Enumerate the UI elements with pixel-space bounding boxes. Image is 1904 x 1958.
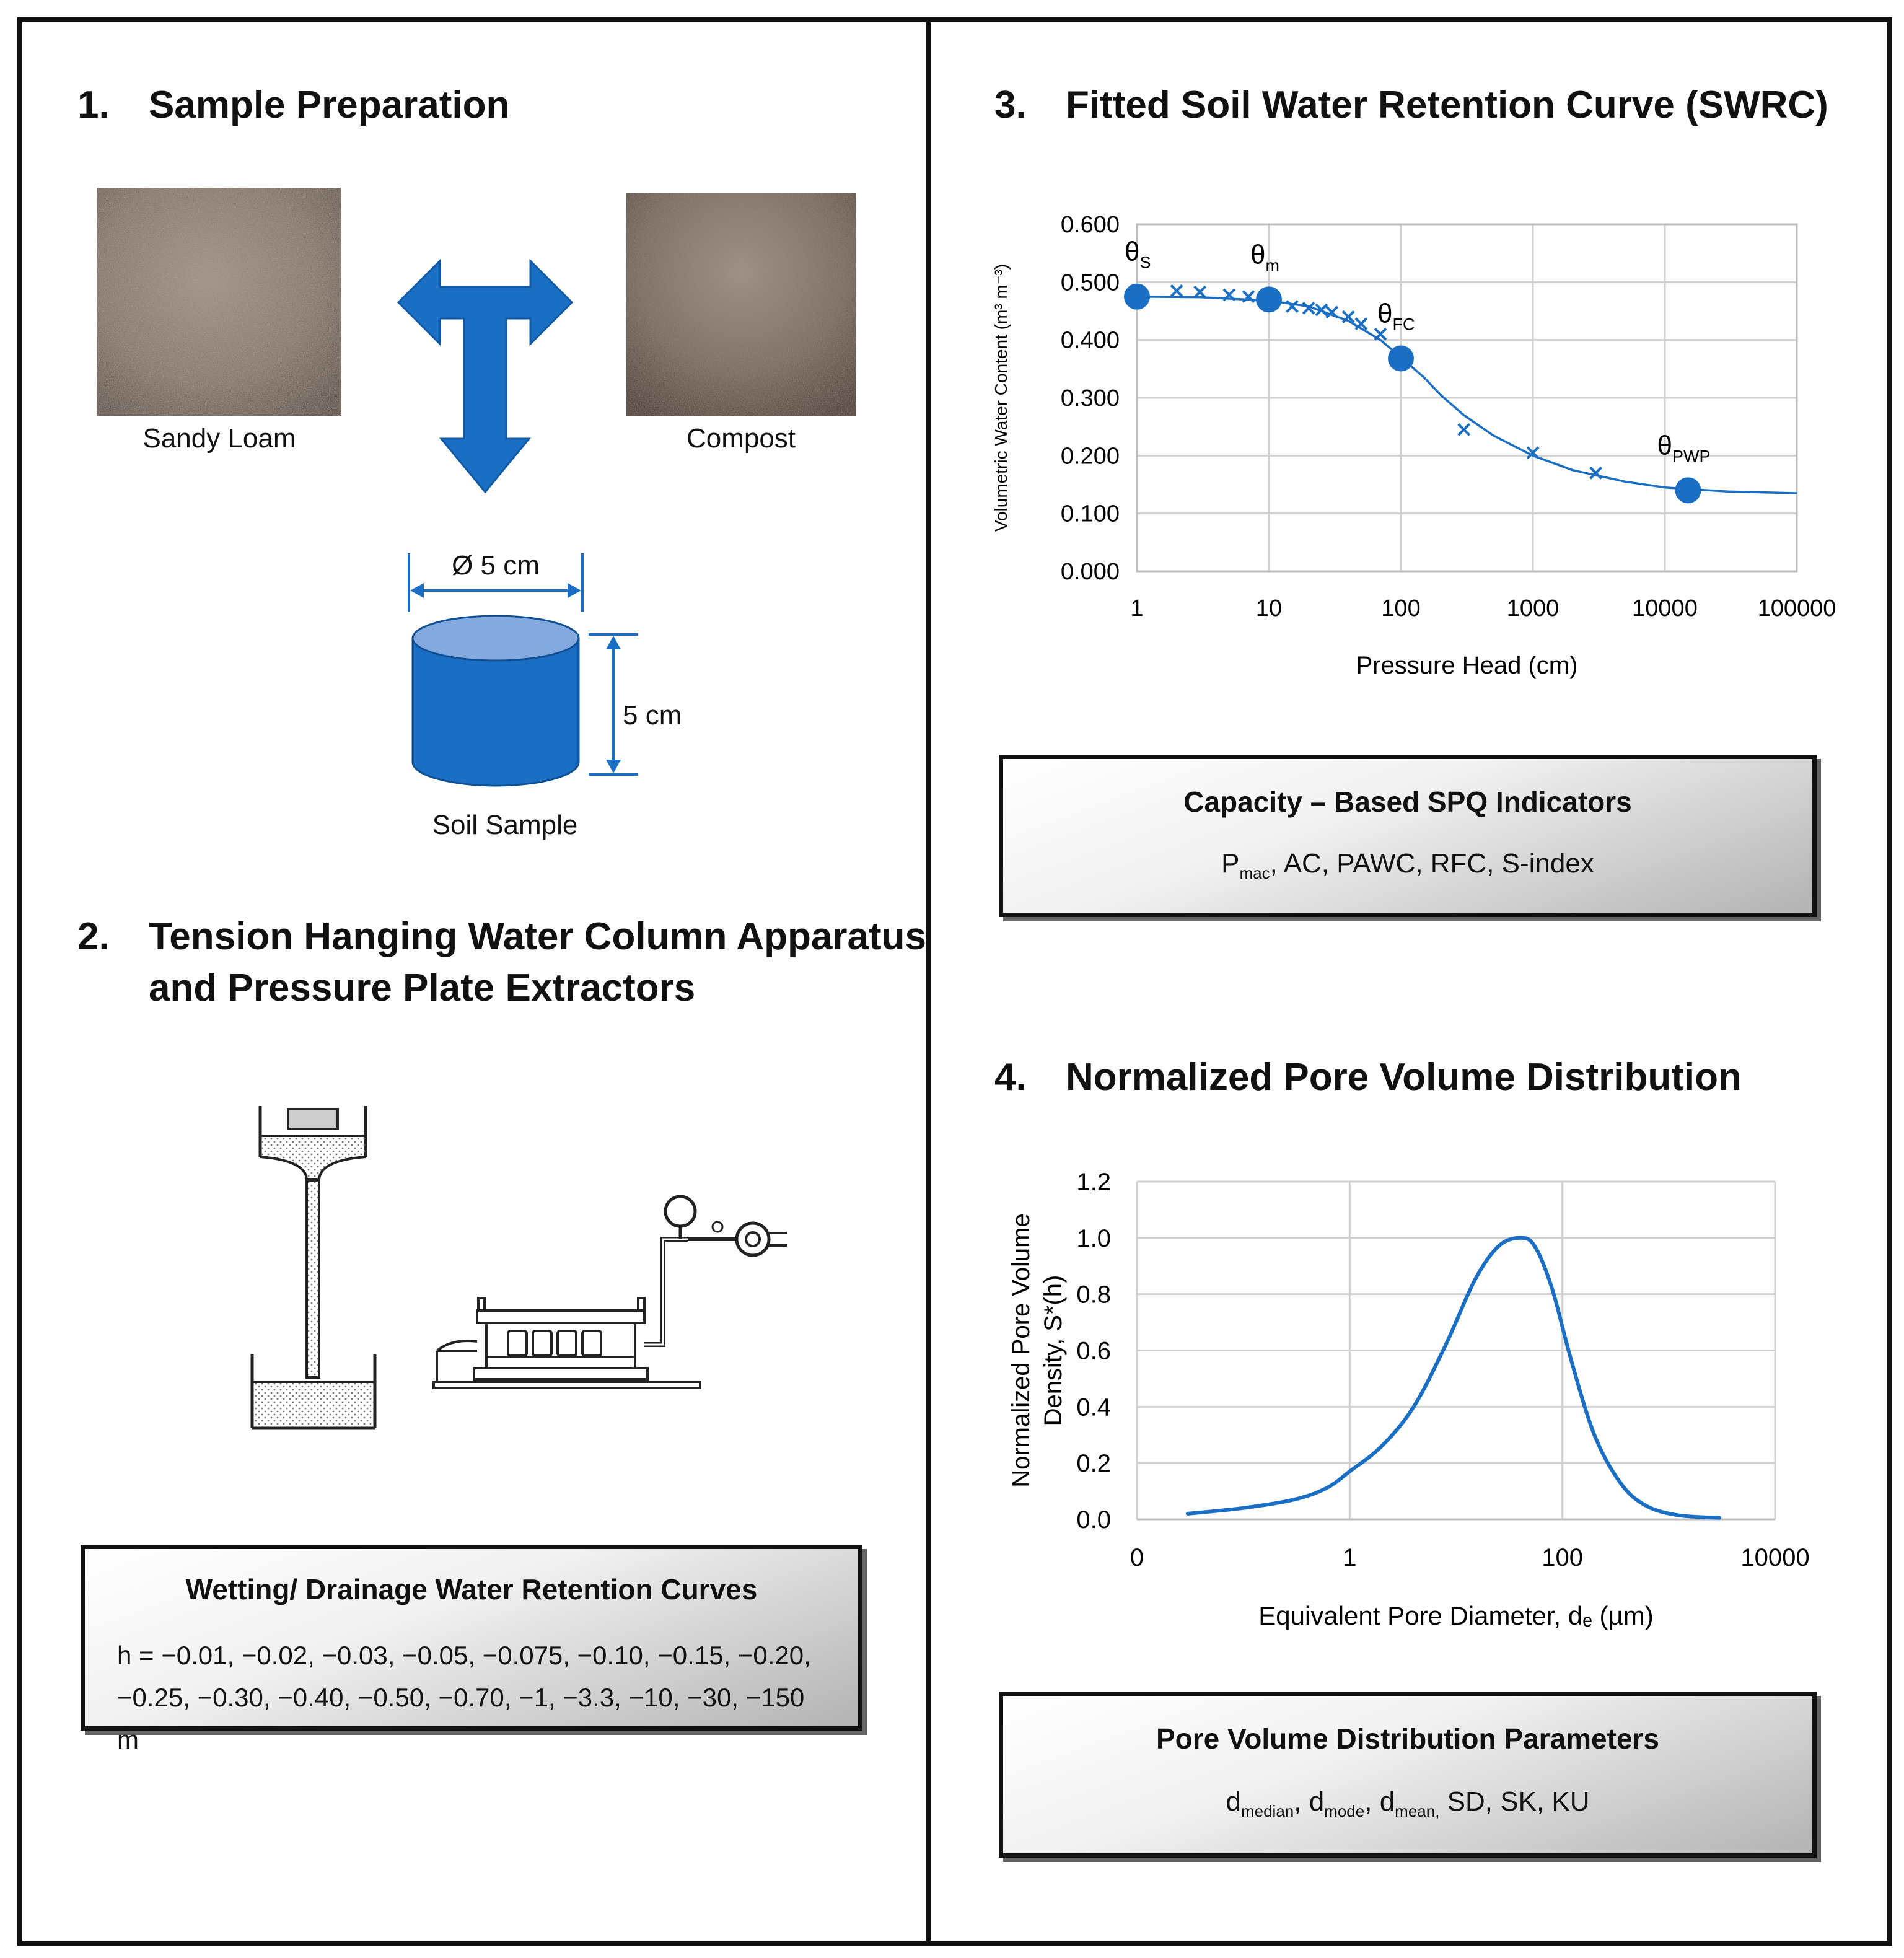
soil-sample-cylinder-icon xyxy=(409,613,582,799)
d-mean-symbol: d xyxy=(1379,1786,1395,1817)
measured-point-marker xyxy=(1375,328,1386,340)
d-mode-sep: , xyxy=(1364,1786,1380,1817)
x-tick-label: 0 xyxy=(1130,1544,1144,1571)
key-point-marker xyxy=(1256,286,1282,312)
pressure-steps-text: h = −0.01, −0.02, −0.03, −0.05, −0.075, −0.10, −0.15, −0.20, −0.25, −0.30, −0.40, −0.50, −0.70, −1, −3.3, −10, −30, −150 m xyxy=(117,1641,811,1754)
key-point-label xyxy=(1125,237,1151,272)
diameter-label: Ø 5 cm xyxy=(452,550,540,581)
x-tick-label: 1 xyxy=(1343,1544,1357,1571)
d-mean-subscript: mean, xyxy=(1395,1801,1440,1820)
d-median-subscript: median xyxy=(1240,1801,1294,1820)
x-tick-label: 100000 xyxy=(1757,595,1836,621)
x-tick-label: 100 xyxy=(1542,1544,1584,1571)
d-mean-sep xyxy=(1439,1786,1447,1817)
d-mode-symbol: d xyxy=(1309,1786,1325,1817)
theta-symbol: θ xyxy=(1657,430,1672,461)
panel2-heading-line2 xyxy=(149,962,695,1014)
measured-point-marker xyxy=(1287,301,1298,312)
panel4-heading xyxy=(994,1051,1742,1104)
panel1-heading xyxy=(77,79,509,131)
x-tick-label: 1000 xyxy=(1506,595,1560,621)
x-tick-label: 10000 xyxy=(1740,1544,1810,1571)
pmac-symbol: P xyxy=(1221,848,1240,879)
spq-indicators-box xyxy=(999,755,1817,917)
pvd-chart xyxy=(967,1159,1859,1648)
y-axis-title xyxy=(1007,1213,1067,1487)
d-median-sep: , xyxy=(1294,1786,1309,1817)
x-tick-label: 10 xyxy=(1255,595,1283,621)
height-label: 5 cm xyxy=(623,700,682,731)
swrc-chart xyxy=(985,204,1853,688)
y-tick-label: 0.2 xyxy=(1076,1450,1111,1478)
y-tick-label: 0.6 xyxy=(1076,1337,1111,1365)
sandy-loam-label: Sandy Loam xyxy=(143,423,296,454)
panel2-title-line1: Tension Hanging Water Column Apparatus xyxy=(149,915,926,958)
y-tick-label: 0.200 xyxy=(1060,443,1120,470)
x-tick-label: 100 xyxy=(1381,595,1421,621)
theta-subscript: m xyxy=(1265,256,1279,275)
key-point-label xyxy=(1657,430,1711,465)
panel3-number: 3. xyxy=(994,84,1027,126)
compost-label: Compost xyxy=(686,423,796,454)
spq-indicators-box-title: Capacity – Based SPQ Indicators xyxy=(1183,786,1632,818)
spq-indicators-list xyxy=(1003,848,1812,883)
x-tick-label: 1 xyxy=(1130,595,1144,621)
panel2-heading xyxy=(77,911,926,963)
key-point-label xyxy=(1377,299,1415,334)
y-axis-title-line2: Density, S*(h) xyxy=(1040,1275,1067,1426)
measured-point-marker xyxy=(1195,286,1206,297)
hanging-water-column-apparatus xyxy=(245,1100,387,1441)
y-axis-title-line1: Normalized Pore Volume xyxy=(1007,1213,1035,1488)
panel1-title: Sample Preparation xyxy=(149,84,510,126)
compost-photo xyxy=(626,193,856,416)
y-tick-label: 0.8 xyxy=(1076,1281,1111,1309)
panel1-number: 1. xyxy=(77,84,110,126)
panel-divider xyxy=(926,17,931,1946)
pore-parameters-box xyxy=(999,1692,1817,1858)
pore-parameters-list xyxy=(1003,1786,1812,1821)
pmac-subscript: mac xyxy=(1239,863,1270,882)
y-tick-label: 1.0 xyxy=(1076,1224,1111,1252)
y-tick-label: 1.2 xyxy=(1076,1169,1111,1196)
key-point-marker xyxy=(1675,477,1701,503)
y-tick-label: 0.0 xyxy=(1076,1506,1111,1534)
y-tick-label: 0.000 xyxy=(1060,559,1120,585)
x-axis-title: Pressure Head (cm) xyxy=(1356,652,1578,679)
y-tick-label: 0.4 xyxy=(1076,1394,1111,1421)
soil-sample-label: Soil Sample xyxy=(432,810,578,840)
retention-curves-box-title: Wetting/ Drainage Water Retention Curves xyxy=(185,1573,758,1605)
theta-symbol: θ xyxy=(1125,236,1140,267)
key-point-marker xyxy=(1388,346,1414,372)
pressure-plate-extractor xyxy=(428,1171,799,1407)
panel3-heading xyxy=(994,79,1828,131)
y-tick-label: 0.100 xyxy=(1060,501,1120,527)
retention-curves-box xyxy=(81,1545,862,1754)
theta-subscript: FC xyxy=(1392,315,1415,334)
mixing-arrow-icon xyxy=(397,259,574,494)
d-median-symbol: d xyxy=(1226,1786,1241,1817)
theta-symbol: θ xyxy=(1377,298,1393,329)
measured-point-marker xyxy=(1327,307,1338,318)
y-tick-label: 0.500 xyxy=(1060,270,1120,296)
key-point-marker xyxy=(1124,284,1150,310)
sandy-loam-photo xyxy=(97,188,341,416)
panel4-number: 4. xyxy=(994,1056,1027,1099)
theta-symbol: θ xyxy=(1250,239,1266,270)
pore-distribution-curve xyxy=(1188,1238,1719,1518)
panel2-number: 2. xyxy=(77,915,110,958)
panel3-title: Fitted Soil Water Retention Curve (SWRC) xyxy=(1066,84,1828,126)
panel4-title: Normalized Pore Volume Distribution xyxy=(1066,1056,1742,1099)
y-tick-label: 0.600 xyxy=(1060,212,1120,238)
pore-parameters-rest: SD, SK, KU xyxy=(1447,1786,1590,1817)
key-point-label xyxy=(1250,239,1279,274)
spq-indicators-rest: , AC, PAWC, RFC, S-index xyxy=(1270,848,1594,879)
d-mode-subscript: mode xyxy=(1324,1801,1365,1820)
y-axis-title: Volumetric Water Content (m³ m⁻³) xyxy=(991,263,1011,532)
measured-point-marker xyxy=(1459,424,1470,435)
measured-point-marker xyxy=(1171,285,1182,296)
y-tick-label: 0.300 xyxy=(1060,385,1120,411)
panel2-title-line2: and Pressure Plate Extractors xyxy=(149,967,696,1009)
measured-point-marker xyxy=(1590,467,1602,478)
pore-parameters-box-title: Pore Volume Distribution Parameters xyxy=(1156,1723,1660,1755)
theta-subscript: PWP xyxy=(1672,447,1711,466)
y-tick-label: 0.400 xyxy=(1060,327,1120,354)
x-axis-title: Equivalent Pore Diameter, dₑ (µm) xyxy=(1258,1601,1654,1630)
theta-subscript: S xyxy=(1139,253,1151,272)
x-tick-label: 10000 xyxy=(1632,595,1698,621)
